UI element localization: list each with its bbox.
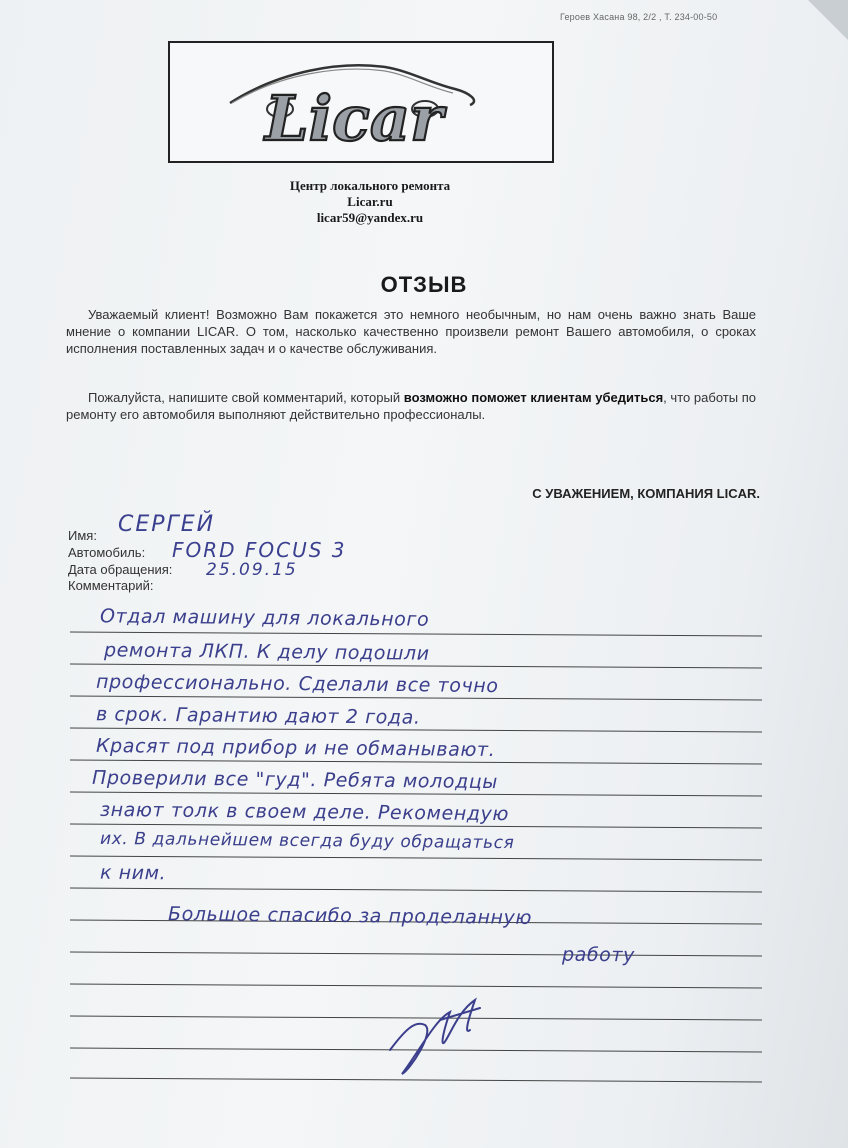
comment-line: знают толк в своем деле. Рекомендую [99,798,510,826]
regards-signoff: С УВАЖЕНИЕМ, КОМПАНИЯ LICAR. [532,486,760,501]
comment-label: Комментарий: [68,578,154,593]
comment-line: Отдал машину для локального [99,605,430,631]
intro-text: Уважаемый клиент! Возможно Вам покажется это немного необычным, но нам очень важно знать Ваше мнение о компании LICAR. О том, насколько качественно произвели ремонт Вашего автомобиля, о сроках исполнения поставленных задач и о качестве обслуживания. [66,307,756,356]
comment-line: их. В дальнейшем всегда буду обращаться [99,828,515,854]
name-value: СЕРГЕЙ [118,512,216,537]
signature-scribble [380,990,500,1080]
car-value: FORD FOCUS 3 [172,538,347,562]
logo-text: Licar [265,82,443,155]
company-name: Центр локального ремонта [289,178,451,193]
name-label: Имя: [68,528,97,543]
company-site: Licar.ru [347,194,393,209]
company-address: Героев Хасана 98, 2/2 , Т. 234-00-50 [560,12,718,22]
comment-line: Большое спасибо за проделанную [167,903,533,929]
date-label: Дата обращения: [68,562,173,577]
company-email: licar59@yandex.ru [316,210,424,225]
signature-stroke [390,1000,480,1074]
request-start: Пожалуйста, напишите свой комментарий, который [88,390,404,405]
comment-line: работу [561,943,636,967]
comment-line: в срок. Гарантию дают 2 года. [95,703,421,729]
car-label: Автомобиль: [68,545,146,560]
request-end: , что работы по ремонту его автомобиля выполняют действительно профессионалы. [66,390,756,422]
document-title: ОТЗЫВ [380,272,468,297]
request-bold: возможно поможет клиентам убедиться [403,390,664,405]
comment-line: Проверили все "гуд". Ребята молодцы [91,766,499,794]
comment-line: к ним. [99,861,167,885]
comment-line: ремонта ЛКП. К делу подошли [103,639,430,665]
comment-line: профессионально. Сделали все точно [95,670,499,698]
comment-line: Красят под прибор и не обманывают. [95,734,496,762]
date-value: 25.09.15 [206,560,298,580]
